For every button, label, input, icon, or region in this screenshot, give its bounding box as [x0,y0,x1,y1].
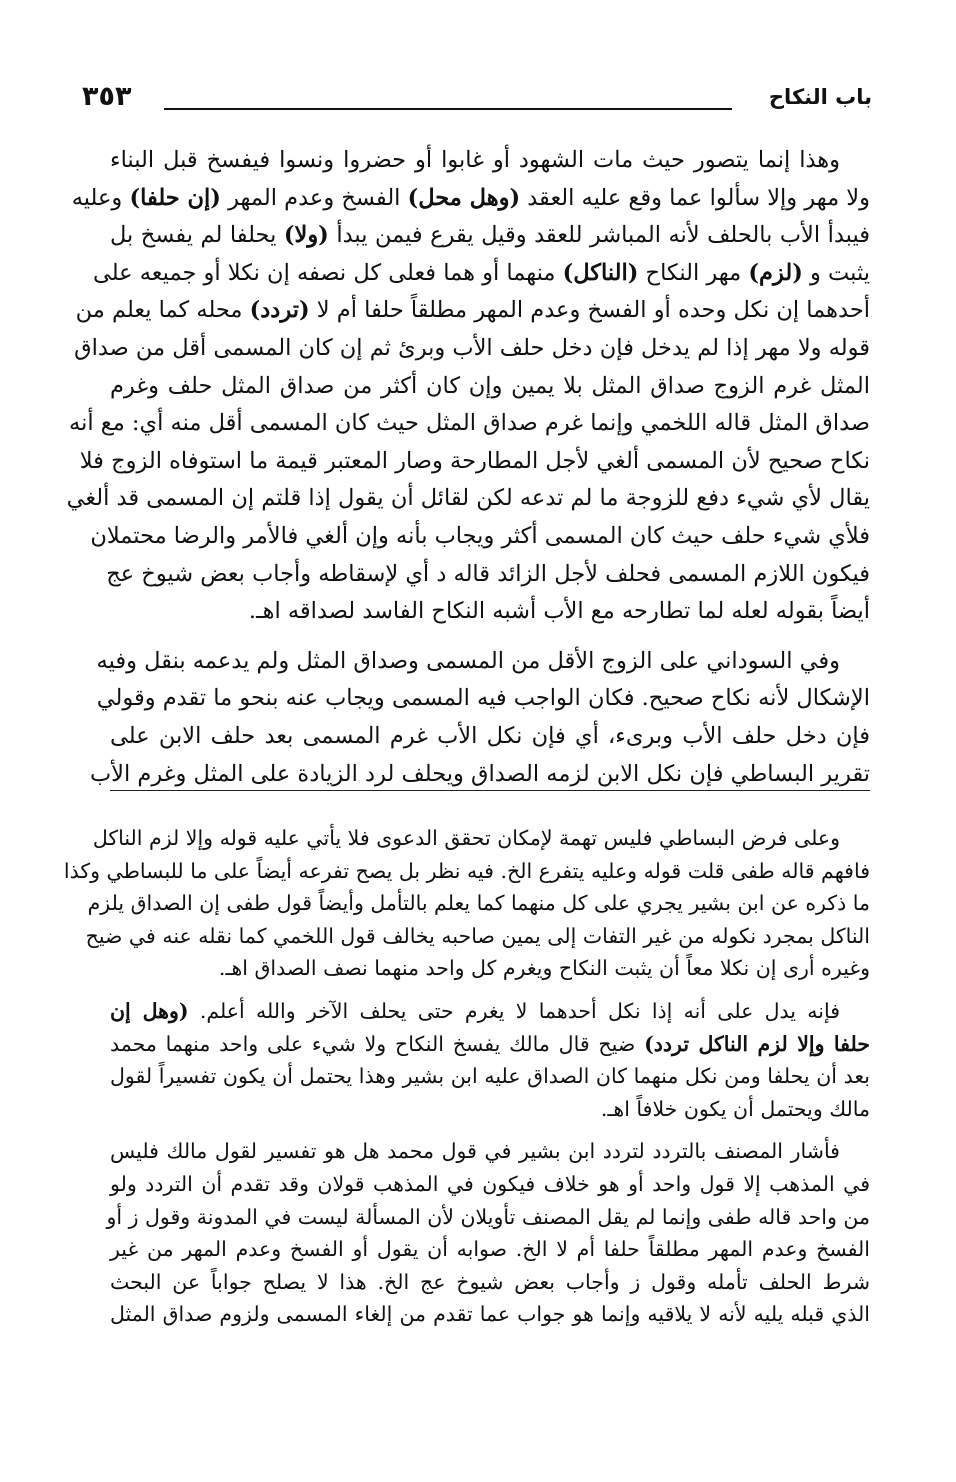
footnote-line: الناكل بمجرد نكوله من غير التفات إلى يمين صاحبه يخالف قول اللخمي كما نقله عنه في ضيح [85,923,870,948]
text-line: أيضاً بقوله لعله لما تطارحه مع الأب أشبه النكاح الفاسد لصداقه اهـ. [248,598,870,625]
text-line: المثل غرم الزوج صداق المثل بلا يمين وإن كان أكثر من صداق المثل حلف وغرم [110,372,870,399]
text-line: نكاح صحيح لأن المسمى ألغي لأجل المطارحة وصار المعتبر قيمة ما استوفاه الزوج فلا [79,447,870,474]
bold-term: (ولا) [283,222,329,249]
bold-term: (الناكل) [562,259,639,286]
footnote-line: مالك ويحتمل أن يكون خلافاً اهـ. [600,1096,870,1121]
main-text [66,142,870,793]
bold-term: (وهل محل) [407,184,521,211]
page-header [80,78,872,122]
text-line: يثبت و (لزم) مهر النكاح (الناكل) منهما أو هما فعلى كل نصفه إن نكلا أو جميعه على [92,259,870,286]
footnote-line: وغيره أرى إن نكلا معاً أن يثبت النكاح ويغرم كل واحد منهما نصف الصداق اهـ. [218,956,870,981]
footnote-line: ما ذكره عن ابن بشير يجري على كل منهما كما يعلم بالتأمل وأيضاً قول طفى إن الصداق يلزم [87,891,870,916]
footnote-line: وعلى فرض البساطي فليس تهمة لإمكان تحقق الدعوى فلا يأتي عليه قوله وإلا لزم الناكل [92,826,840,850]
bold-term: (إن حلفا) [129,184,221,211]
text-line: وفي السوداني على الزوج الأقل من المسمى وصداق المثل ولم يدعمه بنقل وفيه [96,647,840,674]
text-line: قوله ولا مهر إذا لم يدخل فإن دخل حلف الأب وبرئ ثم إن كان المسمى أقل من صداق [74,334,870,361]
text-line: تقرير البساطي فإن نكل الابن لزمه الصداق ويحلف لرد الزيادة على المثل وغرم الأب [90,760,870,787]
main-paragraph-1 [66,142,870,631]
bold-term: (وهل إن [110,998,189,1023]
text-line: أحدهما إن نكل وحده أو الفسخ وعدم المهر مطلقاً حلفا أم لا (تردد) محله كما يعلم من [75,297,870,324]
footnote-paragraph-2 [110,995,870,1125]
footnotes [63,822,871,1331]
footnote-line: حلفا وإلا لزم الناكل تردد) ضيح قال مالك يفسخ النكاح ولا شيء على واحد منهما محمد [110,1031,871,1056]
footnote-line: شرط الحلف تأمله وقول ز وأجاب بعض شيوخ عج الخ. هذا لا يصلح جواباً عن البحث [110,1269,870,1294]
bold-term: حلفا وإلا لزم الناكل تردد) [644,1031,871,1056]
text-line: يقال لأي شيء دفع للزوجة ما لم تدعه لكن لقائل أن يقول إذا قلتم إن المسمى قد ألغي [66,485,870,512]
text-line: فلأي شيء حلف حيث كان المسمى أكثر ويجاب بأنه وإن ألغي فالأمر والرضا محتملان [90,522,870,549]
footnote-line: من واحد قاله طفى وإنما لم يقل المصنف تأويلان لأن المسألة ليست في المدونة وقول ز أو [106,1204,870,1229]
running-title: باب النكاح [768,85,872,109]
bold-term: (لزم) [748,259,803,286]
text-line: صداق المثل قاله اللخمي وإنما غرم صداق المثل حيث كان المسمى أقل منه أي: مع أنه [69,410,870,437]
text-line: ولا مهر وإلا سألوا عما وقع عليه العقد (وهل محل) الفسخ وعدم المهر (إن حلفا) وعليه [71,184,870,211]
text-line: فيبدأ الأب بالحلف لأنه المباشر للعقد وقيل يقرع فيمن يبدأ (ولا) يحلفا لم يفسخ بل [110,222,870,249]
footnote-line: الفسخ وعدم المهر مطلقاً حلفا أم لا الخ. صوابه أن يقول أو الفسخ وعدم المهر من غير [110,1237,870,1262]
page-number: ٣٥٣ [82,81,132,112]
main-paragraph-2 [90,643,870,793]
footnote-line: فأشار المصنف بالتردد لتردد ابن بشير في قول محمد هل هو تفسير لقول مالك فليس [110,1139,840,1164]
text-line: فيكون اللازم المسمى فحلف لأجل الزائد قاله د أي لإسقاطه وأجاب بعض شيوخ عج [106,560,870,587]
footnote-line: فإنه يدل على أنه إذا نكل أحدهما لا يغرم حتى يحلف الآخر والله أعلم. (وهل إن [110,998,841,1023]
header-rule [164,108,732,110]
footnote-separator [110,790,870,791]
text-line: فإن دخل حلف الأب وبرىء، أي فإن نكل الأب غرم المسمى بعد حلف الابن على [110,722,870,749]
text-line: وهذا إنما يتصور حيث مات الشهود أو غابوا أو حضروا ونسوا فيفسخ قبل البناء [110,147,840,173]
footnote-line: في المذهب إلا قول واحد أو هو خلاف فيكون في المذهب قولان وقد تقدم أن التردد ولو [110,1171,870,1196]
text-line: الإشكال لأنه نكاح صحيح. فكان الواجب فيه المسمى ويجاب عنه بنحو ما تقدم وقولي [96,685,870,712]
footnote-line: بعد أن يحلفا ومن نكل منهما كان الصداق عليه ابن بشير وهذا يحتمل أن يكون تفسيراً لقول [110,1064,870,1089]
footnote-paragraph-3 [106,1135,870,1331]
footnote-line: فافهم قاله طفى قلت قوله وعليه يتفرع الخ. فيه نظر بل يصح تفرعه أيضاً على ما للبساطي وكذا [63,858,870,883]
bold-term: (تردد) [249,297,310,324]
footnote-line: الذي قبله يليه لأنه لا يلاقيه وإنما هو جواب عما تقدم من إلغاء المسمى ولزوم صداق المثل [110,1302,870,1327]
footnote-paragraph-1 [63,822,870,985]
